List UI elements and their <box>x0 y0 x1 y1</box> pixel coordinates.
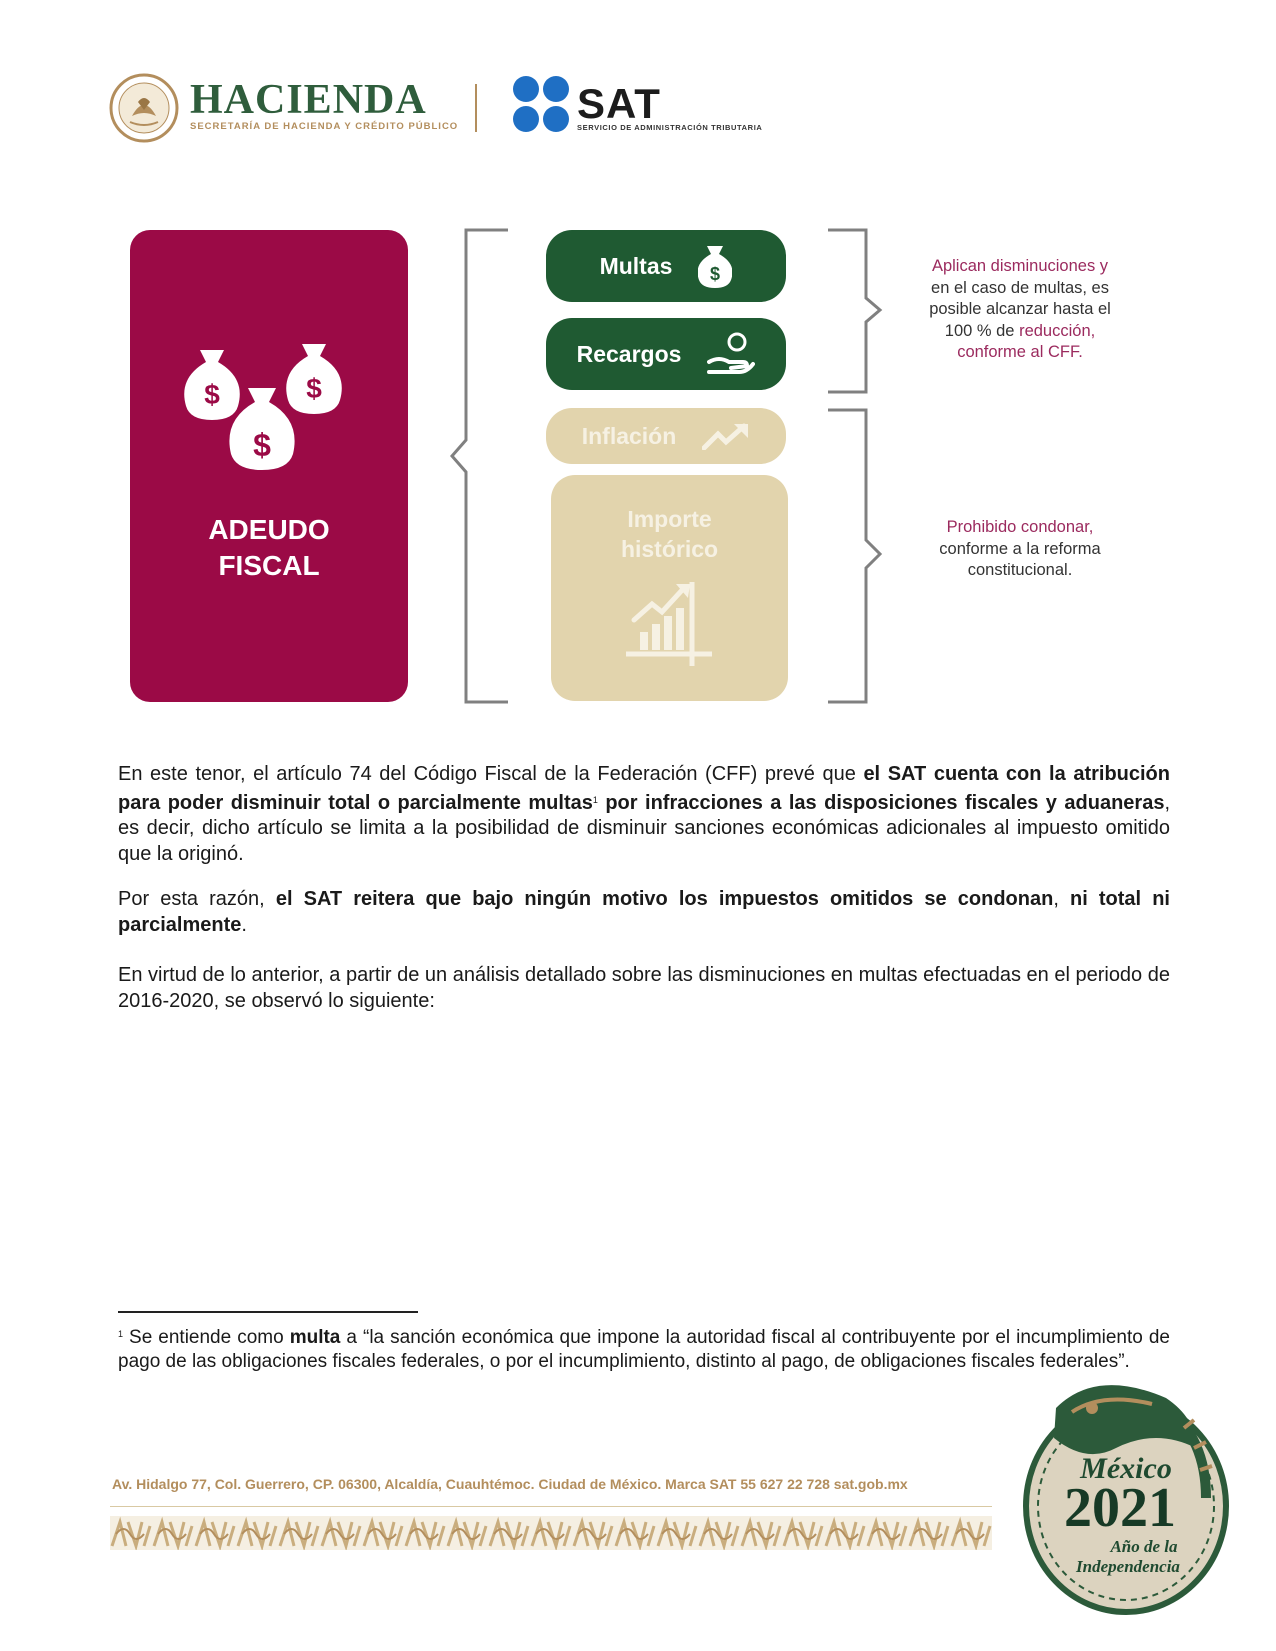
seal-line1-text: Año de la <box>1110 1537 1178 1556</box>
sat-subtitle: SERVICIO DE ADMINISTRACIÓN TRIBUTARIA <box>577 123 763 132</box>
footer-address: Av. Hidalgo 77, Col. Guerrero, CP. 06300, Alcaldía, Cuauhtémoc. Ciudad de México. Marca SAT 55 627 22 728 sat.gob.mx <box>112 1476 908 1492</box>
seal-year-text: 2021 <box>1064 1477 1176 1539</box>
svg-text:$: $ <box>253 427 271 463</box>
svg-text:$: $ <box>306 373 322 404</box>
paragraph-article-74: En este tenor, el artículo 74 del Código Fiscal de la Federación (CFF) prevé que el SAT cuenta con la atribución para poder disminuir total o parcialmente multas$^1$ por infracciones a las disposiciones fiscales y aduaneras, es decir, dicho artículo se limita a la posibilidad de disminuir sanciones económicas adicionales al impuesto omitido que la originó. <box>118 763 1170 865</box>
money-bag-icon <box>698 244 732 288</box>
note-reductions: Aplican disminuciones y en el caso de multas, es posible alcanzar hasta el 100 % de reducción, conforme al CFF. <box>929 257 1111 361</box>
multas-pill: Multas $ <box>546 230 786 302</box>
decorative-pattern <box>110 1516 992 1550</box>
footnote: $^1$ Se entiende como multa a “la sanción económica que impone la autoridad fiscal al contribuyente por el incumplimiento de pago de las obligaciones fiscales federales, o por el incumplimiento, distinto al pago, de obligaciones fiscales federales”. <box>118 1327 1171 1372</box>
importe-historico-label: Importe histórico <box>620 506 719 562</box>
growth-chart-icon <box>622 580 718 666</box>
right-brace-bottom <box>826 406 890 706</box>
right-brace-top <box>826 226 890 396</box>
footnote-divider <box>118 1311 418 1313</box>
hand-coins-icon <box>707 332 755 376</box>
footer-divider <box>110 1506 992 1507</box>
seal-mexico-text: México <box>1080 1452 1172 1485</box>
paragraph-no-condonation: Por esta razón, el SAT reitera que bajo ningún motivo los impuestos omitidos se condonan, ni total ni parcialmente. <box>118 888 1170 936</box>
adeudo-fiscal-label: ADEUDO FISCAL <box>208 514 330 581</box>
footnote-ref[interactable]: 1 <box>592 794 598 805</box>
paragraph-analysis: En virtud de lo anterior, a partir de un análisis detallado sobre las disminuciones en multas efectuadas en el periodo de 2016-2020, se observó lo siguiente: <box>118 964 1170 1012</box>
trend-up-icon <box>702 422 750 450</box>
inflacion-pill: Inflación <box>546 408 786 464</box>
hacienda-title: HACIENDA <box>190 77 427 123</box>
left-brace <box>440 226 510 706</box>
hacienda-subtitle: SECRETARÍA DE HACIENDA Y CRÉDITO PÚBLICO <box>190 121 459 132</box>
mexico-coat-of-arms-logo <box>108 72 180 144</box>
sat-logo-icon <box>512 74 572 134</box>
mexico-2021-seal <box>1016 1368 1236 1618</box>
recargos-pill: Recargos <box>546 318 786 390</box>
sat-title: SAT <box>577 80 661 127</box>
svg-text:$: $ <box>710 264 721 284</box>
svg-text:$: $ <box>204 379 220 410</box>
money-bags-icon <box>178 340 360 490</box>
note-prohibited: Prohibido condonar, conforme a la reforma constitucional. <box>939 518 1101 579</box>
header-divider <box>475 84 477 132</box>
seal-line2-text: Independencia <box>1076 1557 1180 1576</box>
